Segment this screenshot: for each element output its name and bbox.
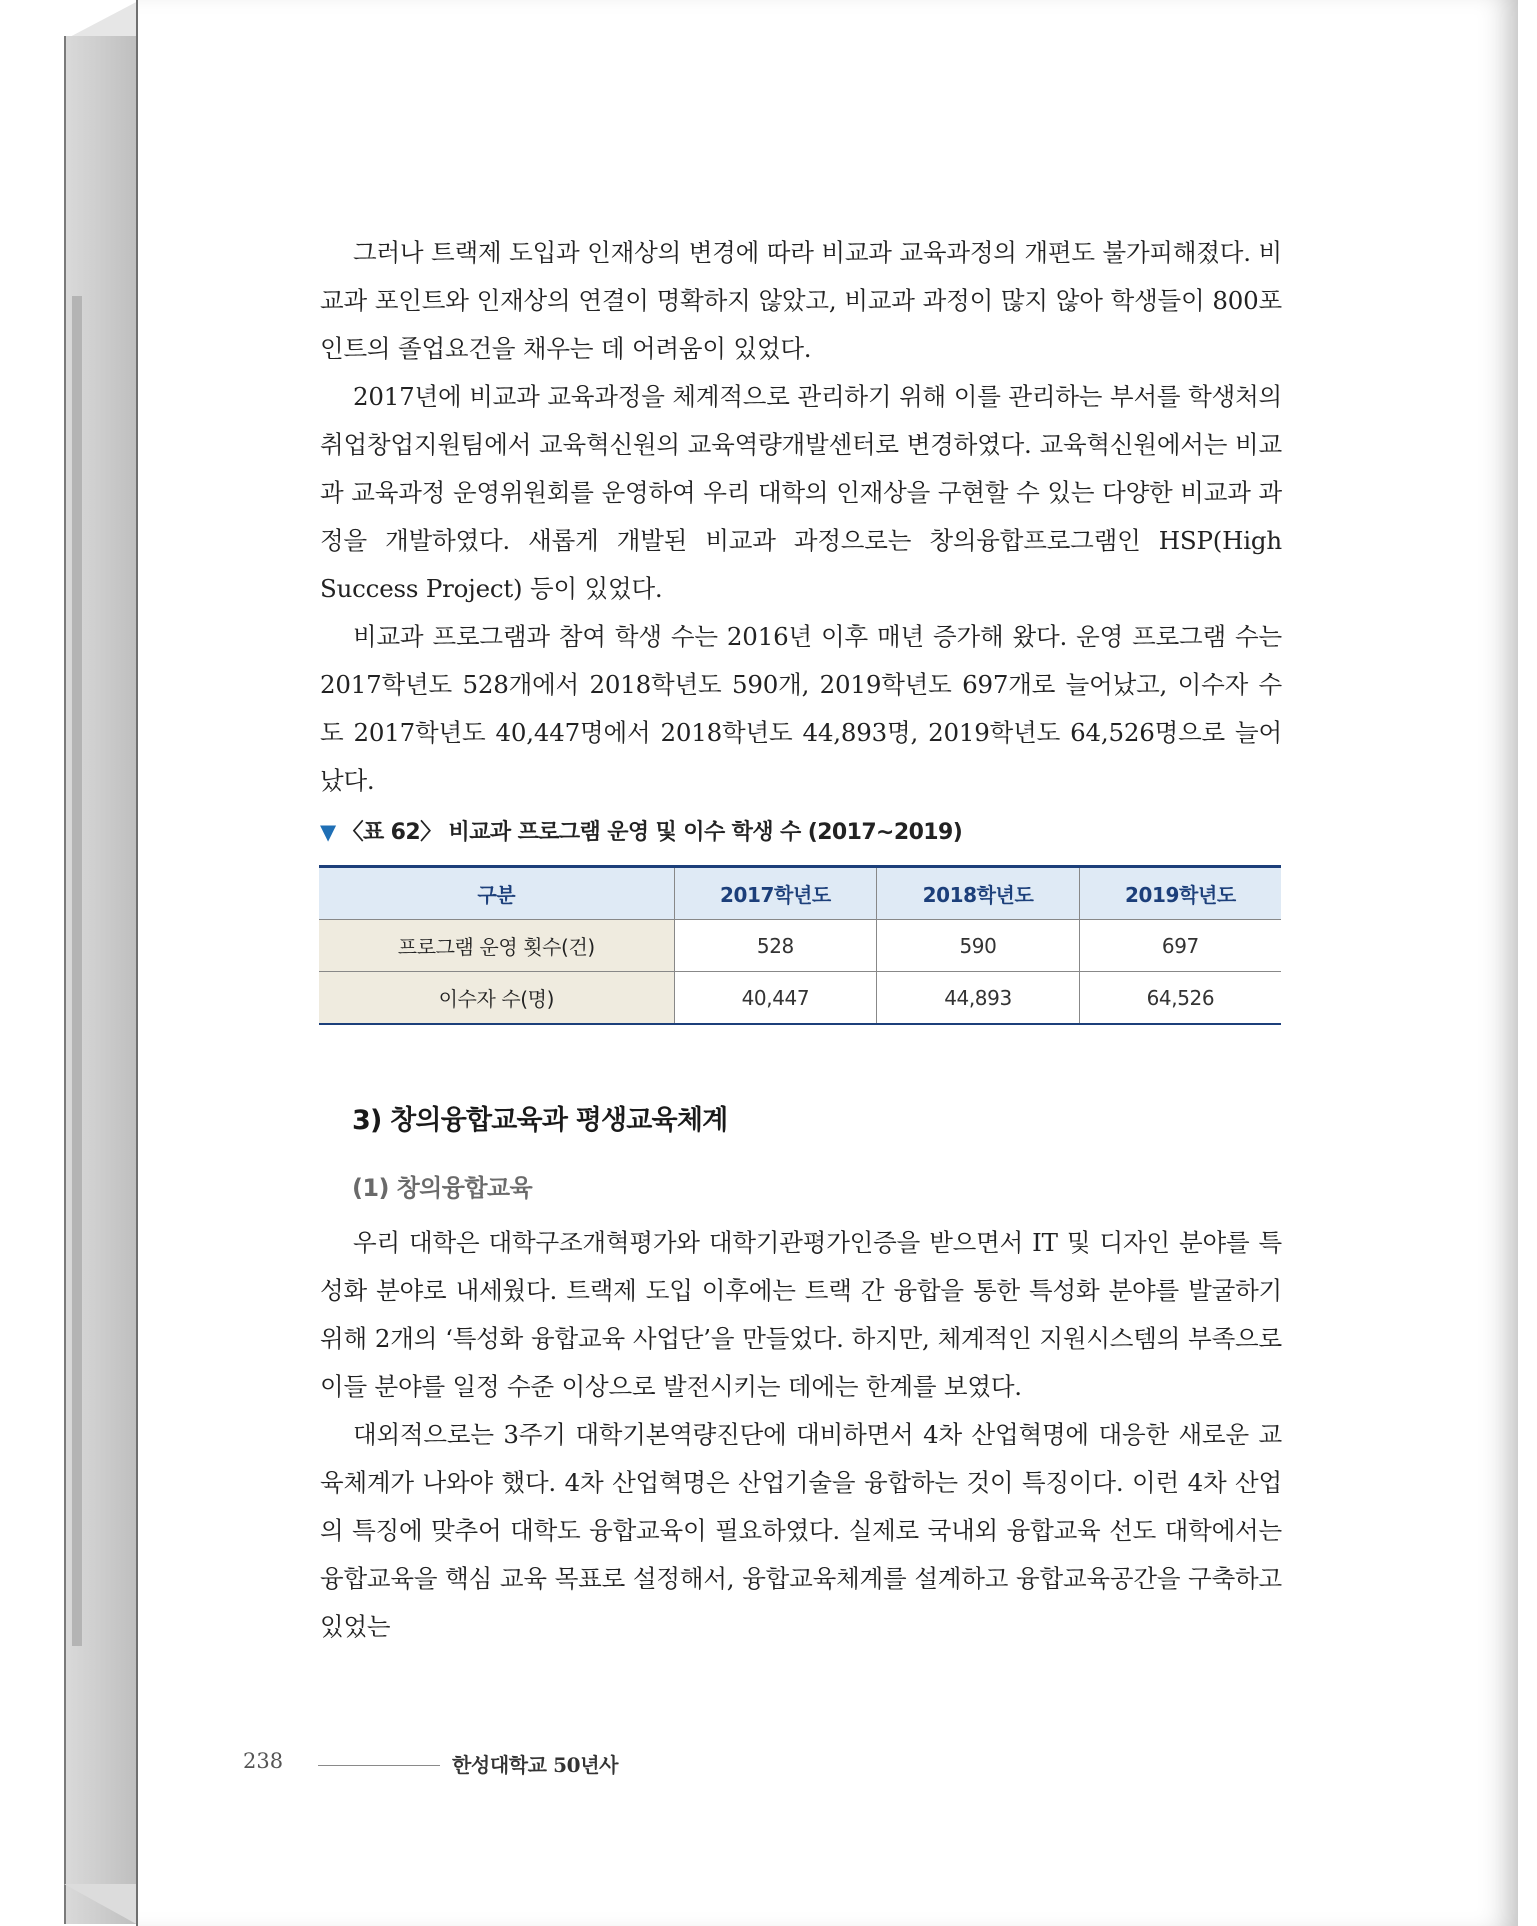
table-header-cell: 2019학년도 [1079, 867, 1281, 920]
table-header-cell: 2018학년도 [877, 867, 1080, 920]
table-caption [320, 815, 962, 846]
body-paragraph-4: 우리 대학은 대학구조개혁평가와 대학기관평가인증을 받으면서 IT 및 디자인 분야를 특성화 분야로 내세웠다. 트랙제 도입 이후에는 트랙 간 융합을 통한 특성화 분야를 발굴하기 위해 2개의 ‘특성화 융합교육 사업단’을 만들었다. 하지만, 체계적인 지원시스템의 부족으로 이들 분야를 일정 수준 이상으로 발전시키는 데에는 한계를 보였다. [320, 1228, 1282, 1401]
table-cell: 40,447 [674, 972, 877, 1025]
running-footer-title: 한성대학교 50년사 [452, 1753, 619, 1777]
table-header-row [319, 867, 1281, 920]
table-header-cell: 2017학년도 [674, 867, 877, 920]
table-caption-text: 〈표 62〉 비교과 프로그램 운영 및 이수 학생 수 (2017∼2019) [341, 820, 963, 845]
table-header-cell: 구분 [319, 867, 674, 920]
body-paragraph-3: 비교과 프로그램과 참여 학생 수는 2016년 이후 매년 증가해 왔다. 운영 프로그램 수는 2017학년도 528개에서 2018학년도 590개, 2019학년도 697개로 늘어났고, 이수자 수도 2017학년도 40,447명에서 2018학년도 44,893명, 2019학년도 64,526명으로 늘어났다. [320, 622, 1282, 795]
body-paragraph-2: 2017년에 비교과 교육과정을 체계적으로 관리하기 위해 이를 관리하는 부서를 학생처의 취업창업지원팀에서 교육혁신원의 교육역량개발센터로 변경하였다. 교육혁신원에서는 비교과 교육과정 운영위원회를 운영하여 우리 대학의 인재상을 구현할 수 있는 다양한 비교과 과정을 개발하였다. 새롭게 개발된 비교과 과정으로는 창의융합프로그램인 HSP(High Success Project) 등이 있었다. [320, 382, 1282, 603]
body-paragraph-5: 대외적으로는 3주기 대학기본역량진단에 대비하면서 4차 산업혁명에 대응한 새로운 교육체계가 나와야 했다. 4차 산업혁명은 산업기술을 융합하는 것이 특징이다. 이런 4차 산업의 특징에 맞추어 대학도 융합교육이 필요하였다. 실제로 국내외 융합교육 선도 대학에서는 융합교육을 핵심 교육 목표로 설정해서, 융합교육체계를 설계하고 융합교육공간을 구축하고 있었는 [320, 1420, 1282, 1641]
footer-divider [318, 1765, 440, 1766]
table-cell: 44,893 [877, 972, 1080, 1025]
row-label: 이수자 수(명) [319, 972, 674, 1025]
body-paragraph-1: 그러나 트랙제 도입과 인재상의 변경에 따라 비교과 교육과정의 개편도 불가피해졌다. 비교과 포인트와 인재상의 연결이 명확하지 않았고, 비교과 과정이 많지 않아 학생들이 800포인트의 졸업요건을 채우는 데 어려움이 있었다. [320, 238, 1282, 363]
data-table [319, 865, 1281, 1025]
table-cell: 64,526 [1079, 972, 1281, 1025]
table-cell: 590 [877, 920, 1080, 972]
row-label: 프로그램 운영 횟수(건) [319, 920, 674, 972]
table-cell: 528 [674, 920, 877, 972]
table-cell: 697 [1079, 920, 1281, 972]
book-top-edge [64, 0, 140, 40]
subsection-heading: (1) 창의융합교육 [352, 1174, 533, 1202]
page-number: 238 [243, 1749, 284, 1773]
table-row [319, 920, 1281, 972]
book-spine-shadow [72, 296, 82, 1646]
table-row [319, 972, 1281, 1025]
triangle-down-icon: ▼ [320, 820, 336, 844]
section-heading: 3) 창의융합교육과 평생교육체계 [352, 1105, 728, 1136]
